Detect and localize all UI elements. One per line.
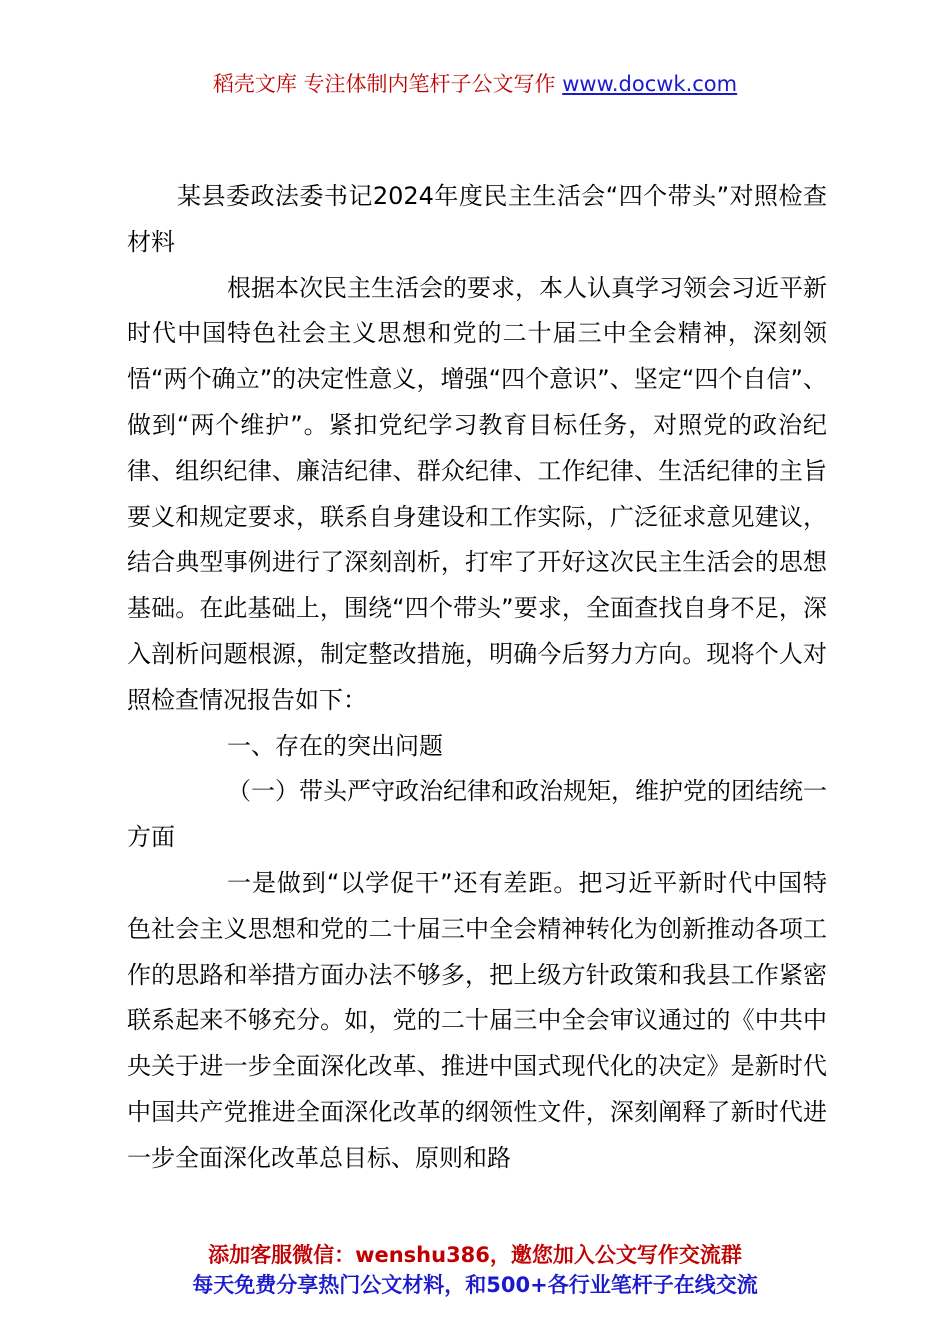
document-body (127, 174, 827, 1182)
document-title: 某县委政法委书记2024年度民主生活会“四个带头”对照检查材料 (127, 182, 827, 256)
site-url-link[interactable]: www.docwk.com (562, 72, 738, 96)
page-header (0, 70, 950, 98)
footer-contact-line: 添加客服微信：wenshu386，邀您加入公文写作交流群 (208, 1243, 742, 1267)
intro-paragraph: 根据本次民主生活会的要求，本人认真学习领会习近平新时代中国特色社会主义思想和党的二十届三中全会精神，深刻领悟“两个确立”的决定性意义，增强“四个意识”、坚定“四个自信”、做到“两个维护”。紧扣党纪学习教育目标任务，对照党的政治纪律、组织纪律、廉洁纪律、群众纪律、工作纪律、生活纪律的主旨要义和规定要求，联系自身建设和工作实际，广泛征求意见建议，结合典型事例进行了深刻剖析，打牢了开好这次民主生活会的思想基础。在此基础上，围绕“四个带头”要求，全面查找自身不足，深入剖析问题根源，制定整改措施，明确今后努力方向。现将个人对照检查情况报告如下： (127, 273, 827, 714)
footer-promo-line: 每天免费分享热门公文材料，和500+各行业笔杆子在线交流 (192, 1273, 758, 1297)
subsection-heading: （一）带头严守政治纪律和政治规矩，维护党的团结统一方面 (127, 777, 827, 852)
section-heading: 一、存在的突出问题 (227, 731, 443, 760)
site-slogan: 稻壳文库 专注体制内笔杆子公文写作 (212, 72, 556, 96)
page-footer (0, 1240, 950, 1300)
body-paragraph: 一是做到“以学促干”还有差距。把习近平新时代中国特色社会主义思想和党的二十届三中全会精神转化为创新推动各项工作的思路和举措方面办法不够多，把上级方针政策和我县工作紧密联系起来不够充分。如，党的二十届三中全会审议通过的《中共中央关于进一步全面深化改革、推进中国式现代化的决定》是新时代中国共产党推进全面深化改革的纲领性文件，深刻阐释了新时代进一步全面深化改革总目标、原则和路 (127, 868, 827, 1172)
